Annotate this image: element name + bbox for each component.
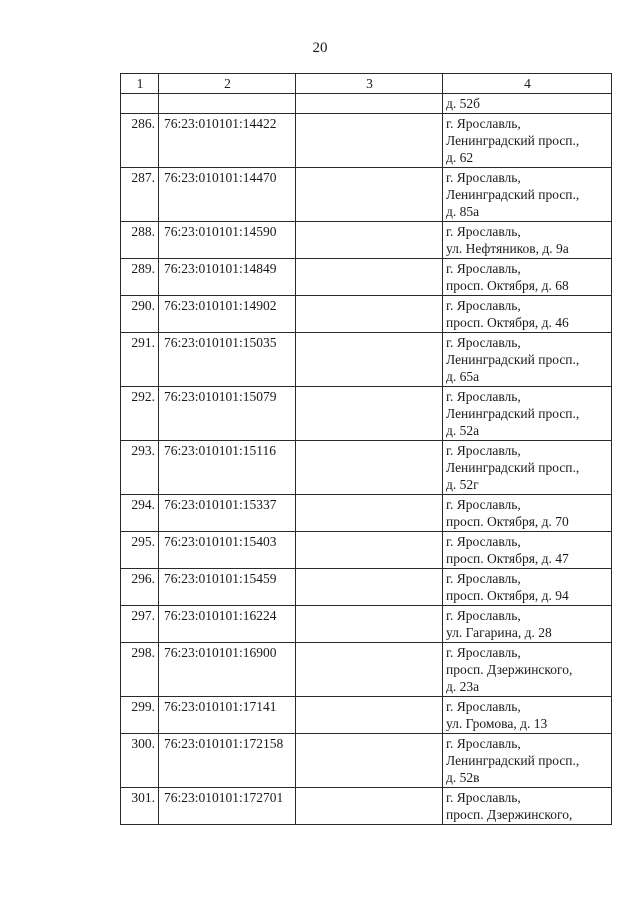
- address-cell: [443, 296, 612, 333]
- address-line: д. 65а: [446, 369, 480, 384]
- table-header: [121, 74, 612, 94]
- address-cell: [443, 222, 612, 259]
- address-line: ул. Нефтяников, д. 9а: [446, 241, 569, 256]
- cadastral-number: 76:23:010101:15403: [159, 532, 296, 569]
- address-line: д. 62: [446, 150, 474, 165]
- table-row: [121, 495, 612, 532]
- address-line: Ленинградский просп.,: [446, 406, 580, 421]
- address-cell: [443, 168, 612, 222]
- row-number: 295.: [121, 532, 159, 569]
- table-row: [121, 259, 612, 296]
- registry-table: [120, 73, 612, 825]
- table-row: [121, 606, 612, 643]
- table-row: [121, 788, 612, 825]
- address-cell: [443, 606, 612, 643]
- address-line: просп. Октября, д. 94: [446, 588, 569, 603]
- row-number: 287.: [121, 168, 159, 222]
- address-line: д. 52б: [446, 96, 480, 111]
- cadastral-number: 76:23:010101:16900: [159, 643, 296, 697]
- column-3-cell: [296, 734, 443, 788]
- address-line: г. Ярославль,: [446, 790, 521, 805]
- address-line: Ленинградский просп.,: [446, 352, 580, 367]
- address-line: г. Ярославль,: [446, 335, 521, 350]
- cadastral-number: 76:23:010101:172158: [159, 734, 296, 788]
- address-cell: [443, 441, 612, 495]
- row-number: 297.: [121, 606, 159, 643]
- table-row: [121, 296, 612, 333]
- address-line: д. 23а: [446, 679, 480, 694]
- address-line: г. Ярославль,: [446, 699, 521, 714]
- cadastral-number: 76:23:010101:15459: [159, 569, 296, 606]
- cadastral-number: 76:23:010101:15035: [159, 333, 296, 387]
- table-row: [121, 569, 612, 606]
- column-3-cell: [296, 114, 443, 168]
- table-row: [121, 168, 612, 222]
- header-row: [121, 74, 612, 94]
- address-line: г. Ярославль,: [446, 497, 521, 512]
- row-number: 294.: [121, 495, 159, 532]
- address-cell: [443, 788, 612, 825]
- address-line: г. Ярославль,: [446, 298, 521, 313]
- address-line: просп. Октября, д. 47: [446, 551, 569, 566]
- address-line: Ленинградский просп.,: [446, 187, 580, 202]
- address-line: просп. Октября, д. 68: [446, 278, 569, 293]
- address-line: ул. Гагарина, д. 28: [446, 625, 552, 640]
- column-3-cell: [296, 387, 443, 441]
- row-number: 300.: [121, 734, 159, 788]
- address-line: просп. Октября, д. 70: [446, 514, 569, 529]
- address-line: г. Ярославль,: [446, 443, 521, 458]
- cadastral-number: 76:23:010101:172701: [159, 788, 296, 825]
- row-number: 292.: [121, 387, 159, 441]
- row-number: [121, 94, 159, 114]
- address-line: ул. Громова, д. 13: [446, 716, 548, 731]
- cadastral-number: 76:23:010101:16224: [159, 606, 296, 643]
- address-cell: [443, 94, 612, 114]
- address-line: Ленинградский просп.,: [446, 753, 580, 768]
- column-3-cell: [296, 168, 443, 222]
- page-number: 20: [312, 40, 328, 56]
- address-cell: [443, 643, 612, 697]
- cadastral-number: [159, 94, 296, 114]
- column-header-4: 4: [443, 74, 612, 94]
- cadastral-number: 76:23:010101:14849: [159, 259, 296, 296]
- cadastral-number: 76:23:010101:14422: [159, 114, 296, 168]
- address-line: г. Ярославль,: [446, 534, 521, 549]
- address-line: г. Ярославль,: [446, 261, 521, 276]
- column-header-3: 3: [296, 74, 443, 94]
- column-3-cell: [296, 697, 443, 734]
- cadastral-number: 76:23:010101:15116: [159, 441, 296, 495]
- row-number: 298.: [121, 643, 159, 697]
- table-row: [121, 333, 612, 387]
- address-line: г. Ярославль,: [446, 224, 521, 239]
- column-3-cell: [296, 333, 443, 387]
- column-header-1: 1: [121, 74, 159, 94]
- table-row: [121, 94, 612, 114]
- column-3-cell: [296, 94, 443, 114]
- address-line: г. Ярославль,: [446, 736, 521, 751]
- column-3-cell: [296, 788, 443, 825]
- cadastral-number: 76:23:010101:17141: [159, 697, 296, 734]
- address-line: г. Ярославль,: [446, 170, 521, 185]
- cadastral-number: 76:23:010101:15337: [159, 495, 296, 532]
- address-line: г. Ярославль,: [446, 389, 521, 404]
- address-line: д. 85а: [446, 204, 480, 219]
- table-row: [121, 222, 612, 259]
- address-cell: [443, 734, 612, 788]
- address-cell: [443, 569, 612, 606]
- column-3-cell: [296, 222, 443, 259]
- address-line: д. 52а: [446, 423, 480, 438]
- address-line: г. Ярославль,: [446, 571, 521, 586]
- column-3-cell: [296, 643, 443, 697]
- address-cell: [443, 114, 612, 168]
- address-line: просп. Дзержинского,: [446, 662, 573, 677]
- address-line: г. Ярославль,: [446, 645, 521, 660]
- table-row: [121, 532, 612, 569]
- address-line: г. Ярославль,: [446, 116, 521, 131]
- row-number: 286.: [121, 114, 159, 168]
- address-cell: [443, 697, 612, 734]
- address-line: просп. Октября, д. 46: [446, 315, 569, 330]
- row-number: 291.: [121, 333, 159, 387]
- row-number: 290.: [121, 296, 159, 333]
- address-cell: [443, 333, 612, 387]
- table-row: [121, 734, 612, 788]
- row-number: 296.: [121, 569, 159, 606]
- address-line: г. Ярославль,: [446, 608, 521, 623]
- cadastral-number: 76:23:010101:15079: [159, 387, 296, 441]
- table-row: [121, 387, 612, 441]
- table-row: [121, 643, 612, 697]
- table-body: [121, 94, 612, 825]
- column-header-2: 2: [159, 74, 296, 94]
- row-number: 299.: [121, 697, 159, 734]
- table-row: [121, 441, 612, 495]
- address-cell: [443, 259, 612, 296]
- table-row: [121, 114, 612, 168]
- row-number: 288.: [121, 222, 159, 259]
- cadastral-number: 76:23:010101:14470: [159, 168, 296, 222]
- column-3-cell: [296, 441, 443, 495]
- column-3-cell: [296, 296, 443, 333]
- table-row: [121, 697, 612, 734]
- column-3-cell: [296, 259, 443, 296]
- address-line: Ленинградский просп.,: [446, 460, 580, 475]
- row-number: 293.: [121, 441, 159, 495]
- address-line: д. 52в: [446, 770, 480, 785]
- column-3-cell: [296, 495, 443, 532]
- address-cell: [443, 532, 612, 569]
- column-3-cell: [296, 569, 443, 606]
- address-line: д. 52г: [446, 477, 479, 492]
- address-line: просп. Дзержинского,: [446, 807, 573, 822]
- address-cell: [443, 495, 612, 532]
- address-line: Ленинградский просп.,: [446, 133, 580, 148]
- cadastral-number: 76:23:010101:14590: [159, 222, 296, 259]
- column-3-cell: [296, 606, 443, 643]
- cadastral-number: 76:23:010101:14902: [159, 296, 296, 333]
- row-number: 301.: [121, 788, 159, 825]
- column-3-cell: [296, 532, 443, 569]
- address-cell: [443, 387, 612, 441]
- row-number: 289.: [121, 259, 159, 296]
